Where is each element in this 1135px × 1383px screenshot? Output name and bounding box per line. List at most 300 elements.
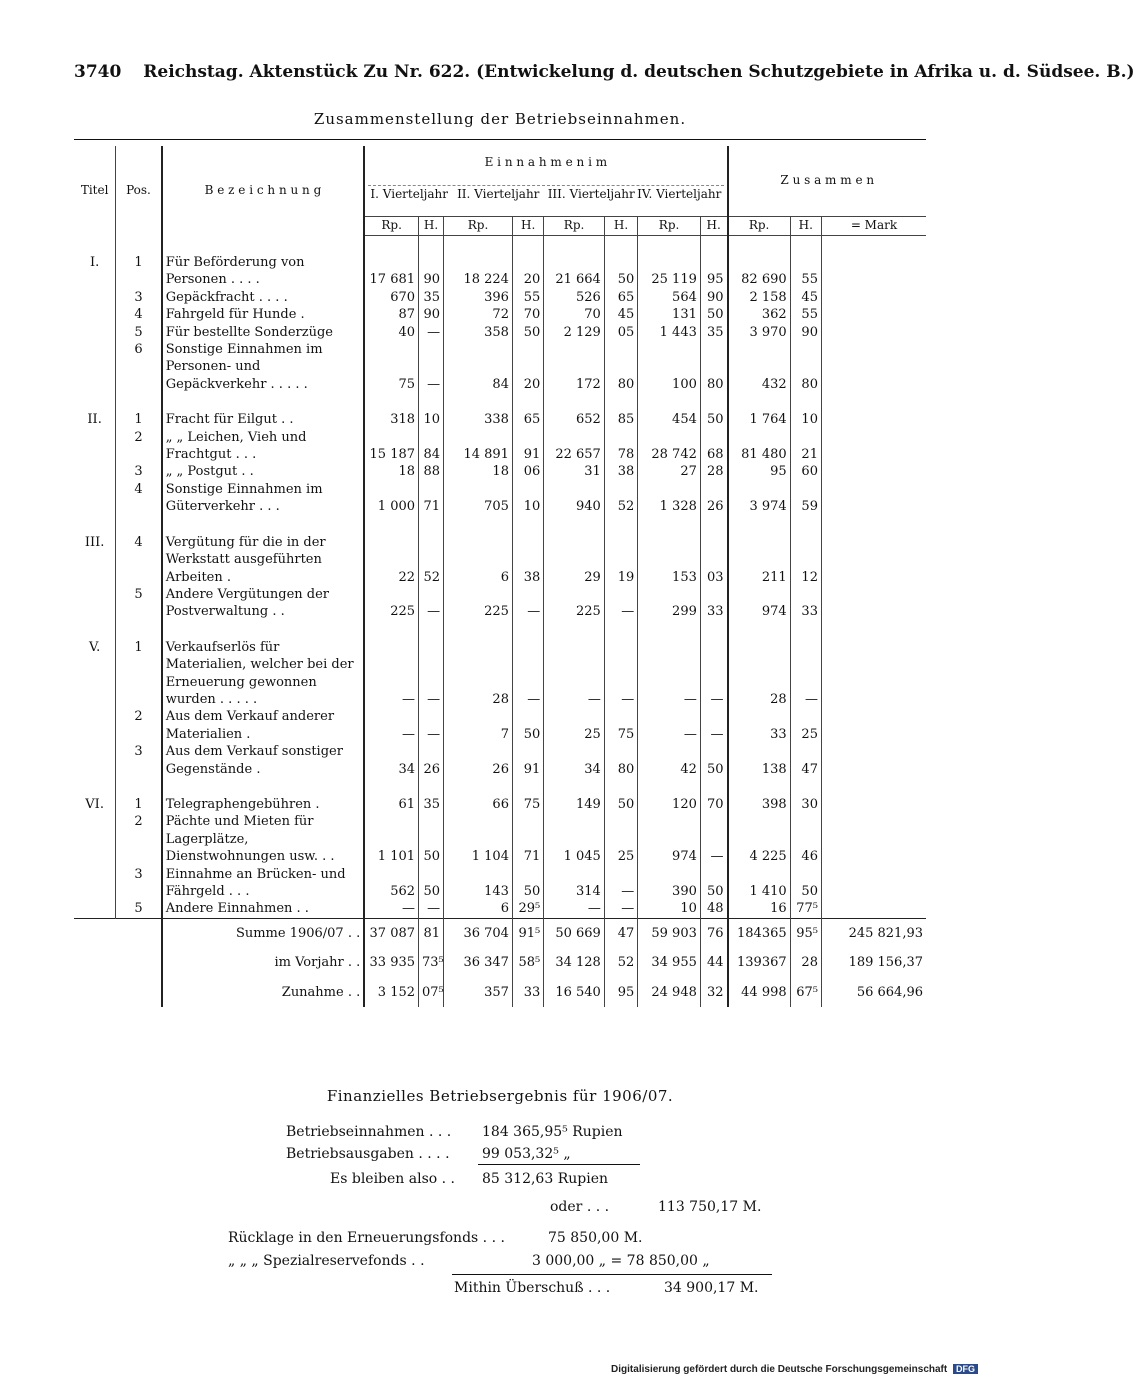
cell-pos: 3 (116, 866, 162, 901)
total-value: 28 (790, 948, 821, 977)
cell-value: 25 119 (638, 254, 701, 289)
q1-header: I. Vierteljahr (370, 187, 449, 202)
cell-value: — (364, 639, 418, 709)
finance-bleiben-value: 85 312,63 Rupien (482, 1171, 608, 1187)
cell-bezeichnung: Aus dem Verkauf anderer Materialien . (162, 708, 365, 743)
cell-pos: 4 (116, 481, 162, 516)
cell-value: 225 (444, 586, 513, 621)
total-value: 47 (604, 918, 637, 948)
cell-value: 91 (512, 743, 543, 778)
total-value: 357 (444, 978, 513, 1007)
cell-value: 38 (604, 463, 637, 480)
cell-bezeichnung: Vergütung für die in der Werkstatt ausgeführten Arbeiten . (162, 534, 365, 586)
cell-value: 974 (638, 813, 701, 865)
cell-value: 14 891 (444, 429, 513, 464)
total-value: 16 540 (544, 978, 605, 1007)
cell-value: 10 (512, 481, 543, 516)
cell-pos: 3 (116, 289, 162, 306)
cell-bezeichnung: Gepäckfracht . . . . (162, 289, 365, 306)
cell-value: 35 (419, 796, 444, 813)
cell-bezeichnung: Aus dem Verkauf sonstiger Gegenstände . (162, 743, 365, 778)
cell-bezeichnung: Telegraphengebühren . (162, 796, 365, 813)
cell-value: 18 224 (444, 254, 513, 289)
cell-value: 1 000 (364, 481, 418, 516)
cell-value: 28 (700, 463, 727, 480)
finance-ausgaben-label: Betriebsausgaben . . . . (286, 1146, 450, 1162)
total-value: 95⁵ (790, 918, 821, 948)
cell-value: 27 (638, 463, 701, 480)
cell-titel: V. (89, 639, 101, 655)
cell-bezeichnung: Für Beförderung von Personen . . . . (162, 254, 365, 289)
finance-ruecklage-value: 75 850,00 M. (548, 1230, 643, 1246)
cell-value: 50 (604, 254, 637, 289)
cell-mark (821, 796, 926, 813)
cell-value: 562 (364, 866, 418, 901)
total-value: 59 903 (638, 918, 701, 948)
cell-mark (821, 463, 926, 480)
cell-value: 940 (544, 481, 605, 516)
cell-value: — (544, 900, 605, 918)
table-row (74, 866, 926, 901)
total-h: H. (790, 217, 821, 236)
cell-bezeichnung: Einnahme an Brücken- und Fährgeld . . . (162, 866, 365, 901)
cell-bezeichnung: Sonstige Einnahmen im Güterverkehr . . . (162, 481, 365, 516)
cell-value: 33 (790, 586, 821, 621)
cell-bezeichnung: Für bestellte Sonderzüge (162, 324, 365, 341)
cell-value: 55 (790, 306, 821, 323)
cell-titel (74, 866, 116, 901)
cell-value: 95 (700, 254, 727, 289)
table-row (74, 289, 926, 306)
cell-mark (821, 639, 926, 709)
cell-value: 1 443 (638, 324, 701, 341)
cell-value: 131 (638, 306, 701, 323)
cell-value: 20 (512, 254, 543, 289)
cell-value: — (604, 900, 637, 918)
cell-value: 50 (790, 866, 821, 901)
total-value: 34 128 (544, 948, 605, 977)
finance-oder-label: oder . . . (550, 1199, 610, 1215)
cell-mark (821, 289, 926, 306)
cell-value: 652 (544, 411, 605, 428)
page-header (74, 62, 1135, 82)
cell-value: 70 (512, 306, 543, 323)
total-row (74, 978, 926, 1007)
cell-pos: 3 (116, 463, 162, 480)
cell-value: 318 (364, 411, 418, 428)
cell-value: 3 974 (728, 481, 791, 516)
cell-value: 80 (700, 341, 727, 393)
cell-value: 59 (790, 481, 821, 516)
cell-pos: 1 (116, 254, 162, 289)
cell-value: 81 480 (728, 429, 791, 464)
table-row (74, 324, 926, 341)
cell-value: 18 (364, 463, 418, 480)
cell-pos: 1 (116, 796, 162, 813)
cell-value: 28 742 (638, 429, 701, 464)
cell-value: 03 (700, 534, 727, 586)
cell-value: 153 (638, 534, 701, 586)
cell-value: 50 (419, 813, 444, 865)
cell-mark (821, 341, 926, 393)
cell-value: 72 (444, 306, 513, 323)
col-titel: Titel (80, 183, 109, 198)
cell-value: 65 (604, 289, 637, 306)
cell-titel (74, 341, 116, 393)
cell-bezeichnung: Verkaufserlös für Materialien, welcher bei der Erneuerung gewonnen wurden . . . . . (162, 639, 365, 709)
cell-value: 100 (638, 341, 701, 393)
total-value: 34 955 (638, 948, 701, 977)
cell-value: 50 (604, 796, 637, 813)
cell-value: 21 (790, 429, 821, 464)
cell-pos: 3 (116, 743, 162, 778)
footer-text: Digitalisierung gefördert durch die Deutsche Forschungsgemeinschaft (611, 1364, 948, 1375)
total-value: 50 669 (544, 918, 605, 948)
cell-value: 1 101 (364, 813, 418, 865)
cell-value: 10 (790, 411, 821, 428)
cell-value: 80 (604, 341, 637, 393)
table-row (74, 463, 926, 480)
cell-value: 87 (364, 306, 418, 323)
cell-titel (74, 708, 116, 743)
table-row (74, 429, 926, 464)
finance-bleiben-label: Es bleiben also . . (330, 1171, 456, 1187)
cell-value: 3 970 (728, 324, 791, 341)
total-value: 184365 (728, 918, 791, 948)
cell-titel (74, 743, 116, 778)
cell-value: 314 (544, 866, 605, 901)
table-row (74, 534, 926, 586)
cell-value: 18 (444, 463, 513, 480)
cell-value: — (604, 639, 637, 709)
total-value: 139367 (728, 948, 791, 977)
cell-titel (74, 586, 116, 621)
cell-pos: 5 (116, 900, 162, 918)
cell-value: 974 (728, 586, 791, 621)
cell-value: — (419, 586, 444, 621)
page-number: 3740 (74, 62, 122, 82)
total-value: 81 (419, 918, 444, 948)
cell-value: 70 (700, 796, 727, 813)
q2-rp: Rp. (444, 217, 513, 236)
cell-value: 1 328 (638, 481, 701, 516)
cell-value: 705 (444, 481, 513, 516)
total-value: 44 (700, 948, 727, 977)
cell-mark (821, 708, 926, 743)
total-label: Summe 1906/07 . . (162, 918, 365, 948)
cell-titel (74, 429, 116, 464)
cell-value: 17 681 (364, 254, 418, 289)
cell-value: 75 (604, 708, 637, 743)
col-pos: Pos. (116, 146, 162, 236)
cell-value: 84 (444, 341, 513, 393)
finance-oder-value: 113 750,17 M. (658, 1199, 762, 1215)
top-rule (74, 139, 926, 140)
cell-value: 10 (419, 411, 444, 428)
total-rp: Rp. (728, 217, 791, 236)
total-value: 24 948 (638, 978, 701, 1007)
table-row (74, 586, 926, 621)
cell-value: 1 104 (444, 813, 513, 865)
q3-h: H. (604, 217, 637, 236)
total-value: 58⁵ (512, 948, 543, 977)
cell-value: — (700, 708, 727, 743)
cell-value: 50 (512, 866, 543, 901)
finance-einnahmen-value: 184 365,95⁵ Rupien (482, 1124, 623, 1140)
table-row (74, 796, 926, 813)
cell-value: 211 (728, 534, 791, 586)
cell-value: 390 (638, 866, 701, 901)
cell-value: 33 (700, 586, 727, 621)
total-value: 32 (700, 978, 727, 1007)
cell-value: 2 129 (544, 324, 605, 341)
total-value: 76 (700, 918, 727, 948)
cell-value: 398 (728, 796, 791, 813)
total-mark: 56 664,96 (821, 978, 926, 1007)
cell-value: 52 (419, 534, 444, 586)
cell-titel (74, 324, 116, 341)
spacer-row (74, 393, 926, 411)
cell-value: 25 (790, 708, 821, 743)
cell-value: — (700, 813, 727, 865)
cell-value: 4 225 (728, 813, 791, 865)
cell-value: 29⁵ (512, 900, 543, 918)
cell-value: — (419, 900, 444, 918)
einnahmen-label: E i n n a h m e n i m (484, 155, 608, 169)
cell-value: — (790, 639, 821, 709)
cell-value: 28 (728, 639, 791, 709)
cell-value: 299 (638, 586, 701, 621)
total-value: 95 (604, 978, 637, 1007)
cell-value: — (512, 586, 543, 621)
cell-value: 28 (444, 639, 513, 709)
cell-value: — (512, 639, 543, 709)
q3-rp: Rp. (544, 217, 605, 236)
cell-value: 50 (700, 743, 727, 778)
cell-mark (821, 534, 926, 586)
quarter-headers (368, 185, 723, 203)
cell-mark (821, 586, 926, 621)
footer (611, 1364, 978, 1375)
cell-titel (74, 306, 116, 323)
cell-value: 45 (790, 289, 821, 306)
cell-value: 05 (604, 324, 637, 341)
cell-bezeichnung: Andere Einnahmen . . (162, 900, 365, 918)
total-mark: = Mark (821, 217, 926, 236)
cell-bezeichnung: Andere Vergütungen der Postverwaltung . . (162, 586, 365, 621)
cell-value: 71 (419, 481, 444, 516)
cell-bezeichnung: Sonstige Einnahmen im Personen- und Gepäckverkehr . . . . . (162, 341, 365, 393)
q4-rp: Rp. (638, 217, 701, 236)
q1-h: H. (419, 217, 444, 236)
cell-value: 84 (419, 429, 444, 464)
cell-value: 149 (544, 796, 605, 813)
cell-value: — (364, 900, 418, 918)
cell-value: — (700, 639, 727, 709)
cell-value: 19 (604, 534, 637, 586)
cell-value: 26 (444, 743, 513, 778)
cell-value: 1 410 (728, 866, 791, 901)
finance-spezial-label: „ „ „ Spezialreservefonds . . (228, 1253, 425, 1269)
header-text: Reichstag. Aktenstück Zu Nr. 622. (Entwickelung d. deutschen Schutzgebiete in Afrika u. d. Südsee. B.) (143, 62, 1135, 82)
cell-value: 75 (364, 341, 418, 393)
cell-value: 85 (604, 411, 637, 428)
cell-value: 29 (544, 534, 605, 586)
cell-value: 33 (728, 708, 791, 743)
total-value: 44 998 (728, 978, 791, 1007)
cell-value: 225 (544, 586, 605, 621)
table-row (74, 306, 926, 323)
cell-bezeichnung: Fracht für Eilgut . . (162, 411, 365, 428)
cell-value: 10 (638, 900, 701, 918)
dfg-logo: DFG (953, 1364, 978, 1374)
cell-value: 22 657 (544, 429, 605, 464)
total-value: 07⁵ (419, 978, 444, 1007)
total-label: im Vorjahr . . (162, 948, 365, 977)
cell-value: 362 (728, 306, 791, 323)
cell-mark (821, 866, 926, 901)
cell-value: — (419, 324, 444, 341)
cell-value: 82 690 (728, 254, 791, 289)
cell-value: 52 (604, 481, 637, 516)
cell-value: 2 158 (728, 289, 791, 306)
cell-value: 38 (512, 534, 543, 586)
table-row (74, 481, 926, 516)
q4-h: H. (700, 217, 727, 236)
cell-value: 70 (544, 306, 605, 323)
cell-value: 34 (364, 743, 418, 778)
cell-value: 172 (544, 341, 605, 393)
cell-value: — (544, 639, 605, 709)
cell-value: 454 (638, 411, 701, 428)
cell-value: 88 (419, 463, 444, 480)
finance-spezial-value: 3 000,00 „ = 78 850,00 „ (532, 1253, 710, 1269)
cell-value: 35 (700, 324, 727, 341)
cell-value: 55 (790, 254, 821, 289)
cell-bezeichnung: „ „ Postgut . . (162, 463, 365, 480)
table-row (74, 639, 926, 709)
cell-value: 75 (512, 796, 543, 813)
cell-value: — (364, 708, 418, 743)
cell-titel: I. (89, 255, 100, 270)
cell-titel (74, 463, 116, 480)
table-body (74, 236, 926, 1008)
cell-value: 90 (419, 306, 444, 323)
cell-bezeichnung: „ „ Leichen, Vieh und Frachtgut . . . (162, 429, 365, 464)
cell-value: — (419, 639, 444, 709)
cell-value: — (419, 341, 444, 393)
cell-value: 68 (700, 429, 727, 464)
cell-titel (74, 813, 116, 865)
cell-value: 61 (364, 796, 418, 813)
cell-value: 26 (700, 481, 727, 516)
cell-value: 50 (700, 866, 727, 901)
col-bezeichnung: B e z e i c h n u n g (162, 146, 365, 236)
finance-ueberschuss-label: Mithin Überschuß . . . (454, 1280, 611, 1296)
cell-value: 1 045 (544, 813, 605, 865)
cell-value: 06 (512, 463, 543, 480)
cell-value: 7 (444, 708, 513, 743)
cell-pos: 6 (116, 341, 162, 393)
cell-value: 90 (419, 254, 444, 289)
cell-value: 15 187 (364, 429, 418, 464)
cell-titel: III. (84, 534, 105, 550)
cell-pos: 1 (116, 411, 162, 428)
cell-value: 50 (512, 324, 543, 341)
cell-value: 338 (444, 411, 513, 428)
cell-value: 60 (790, 463, 821, 480)
q4-header: IV. Vierteljahr (637, 187, 722, 202)
q2-header: II. Vierteljahr (457, 187, 540, 202)
revenue-table (74, 146, 926, 1007)
cell-value: 21 664 (544, 254, 605, 289)
total-value: 33 935 (364, 948, 418, 977)
table-row (74, 743, 926, 778)
cell-mark (821, 429, 926, 464)
cell-mark (821, 900, 926, 918)
cell-value: — (419, 708, 444, 743)
cell-value: — (638, 708, 701, 743)
total-mark: 189 156,37 (821, 948, 926, 977)
cell-value: 71 (512, 813, 543, 865)
cell-value: — (604, 866, 637, 901)
cell-value: 120 (638, 796, 701, 813)
cell-titel: II. (87, 412, 102, 428)
cell-value: 1 764 (728, 411, 791, 428)
cell-value: 35 (419, 289, 444, 306)
cell-value: 40 (364, 324, 418, 341)
cell-pos: 1 (116, 639, 162, 709)
total-value: 91⁵ (512, 918, 543, 948)
cell-value: 95 (728, 463, 791, 480)
total-row (74, 948, 926, 977)
cell-value: 65 (512, 411, 543, 428)
cell-value: 20 (512, 341, 543, 393)
cell-value: 432 (728, 341, 791, 393)
table-row (74, 813, 926, 865)
cell-value: 90 (700, 289, 727, 306)
finance-ueberschuss-value: 34 900,17 M. (664, 1280, 759, 1296)
cell-pos: 5 (116, 324, 162, 341)
cell-value: 42 (638, 743, 701, 778)
cell-value: 48 (700, 900, 727, 918)
total-value: 36 347 (444, 948, 513, 977)
cell-value: 26 (419, 743, 444, 778)
cell-value: 396 (444, 289, 513, 306)
total-value: 67⁵ (790, 978, 821, 1007)
cell-value: 50 (419, 866, 444, 901)
finance-title: Finanzielles Betriebsergebnis für 1906/07. (326, 1087, 674, 1105)
cell-value: 6 (444, 900, 513, 918)
cell-pos: 2 (116, 429, 162, 464)
table-row (74, 708, 926, 743)
cell-mark (821, 743, 926, 778)
cell-value: 55 (512, 289, 543, 306)
cell-value: 50 (700, 306, 727, 323)
cell-value: — (604, 586, 637, 621)
cell-value: 30 (790, 796, 821, 813)
cell-value: 670 (364, 289, 418, 306)
cell-mark (821, 254, 926, 289)
total-mark: 245 821,93 (821, 918, 926, 948)
cell-value: 80 (790, 341, 821, 393)
cell-mark (821, 306, 926, 323)
total-label: Zunahme . . (162, 978, 365, 1007)
cell-pos: 2 (116, 708, 162, 743)
cell-pos: 4 (116, 306, 162, 323)
spacer-row (74, 621, 926, 639)
cell-value: 138 (728, 743, 791, 778)
